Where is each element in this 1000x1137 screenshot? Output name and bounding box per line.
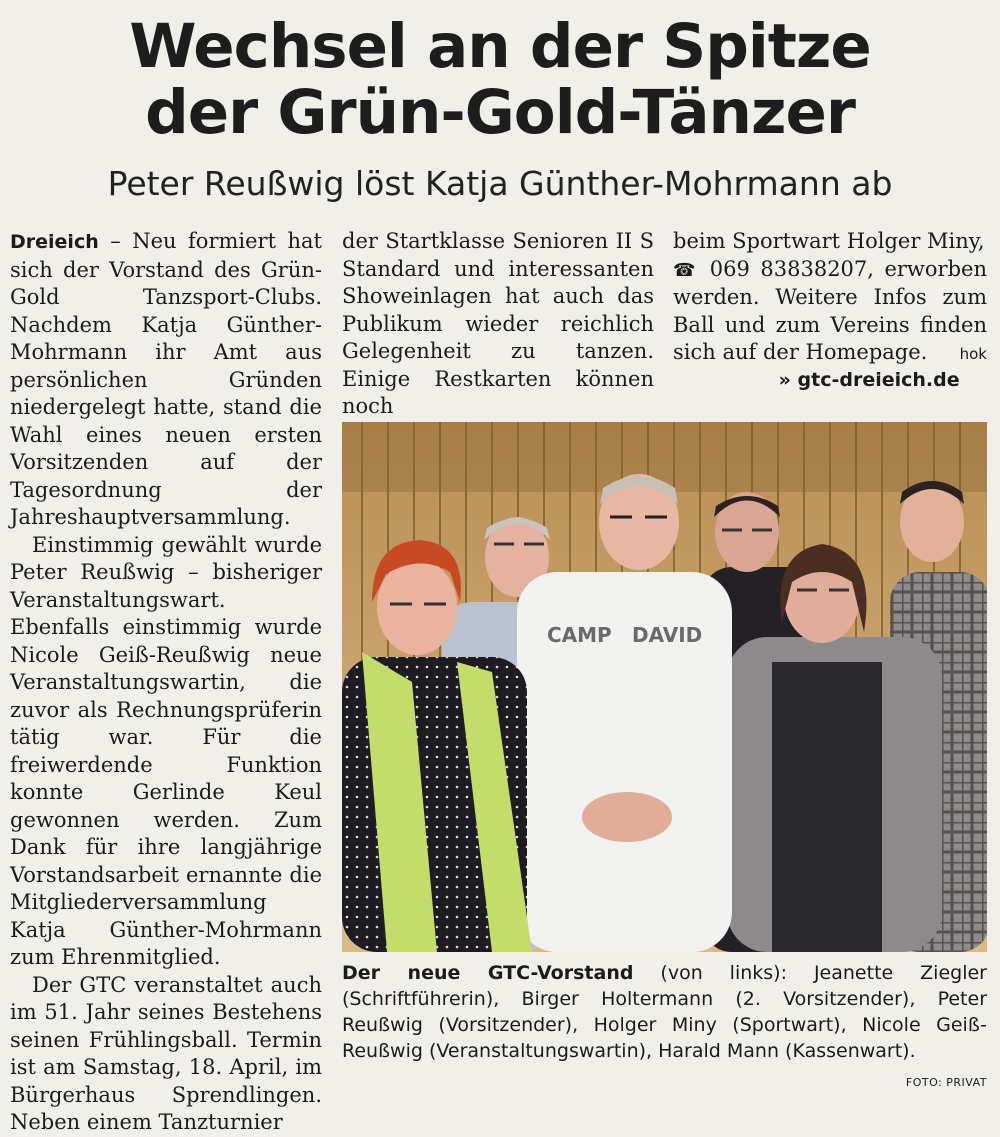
phone-icon: ☎	[673, 259, 700, 281]
paragraph-text: beim Sportwart Holger Miny,	[673, 229, 985, 253]
article-paragraph: der Startklasse Senioren II S Standard und interessanten Showeinlagen hat auch das Publikum wieder reichlich Gelegenheit zu tanzen. Einige Restkarten können noch	[342, 229, 654, 418]
paragraph-text: – Neu formiert hat sich der Vorstand des Grün-Gold Tanzsport-Clubs. Nachdem Katja Günther-Mohrmann ihr Amt aus persönlichen Gründen niedergelegt hatte, stand die Wahl eines neuen ersten Vorsitzenden auf der Tagesordnung der Jahreshauptversammlung.	[10, 229, 322, 529]
svg-text:CAMP: CAMP	[547, 623, 612, 647]
headline-line-2: der Grün-Gold-Tänzer	[145, 77, 855, 148]
photo-credit: FOTO: PRIVAT	[905, 1076, 987, 1089]
headline	[0, 11, 1000, 148]
paragraph-text: 069 83838207, erworben werden. Weitere Infos zum Ball und zum Vereins finden sich auf der Homepage.	[673, 256, 987, 364]
article-paragraph: Einstimmig gewählt wurde Peter Reußwig – bisheriger Veranstaltungswart. Ebenfalls einstimmig wurde Nicole Geiß-Reußwig neue Veranstaltungswartin, die zuvor als Rechnungsprüferin tätig war. Für die freiwerdende Funktion konnte Gerlinde Keul gewonnen werden. Zum Dank für ihre langjährige Vorstandsarbeit ernannte die Mitgliederversammlung Katja Günther-Mohrmann zum Ehrenmitglied.	[10, 532, 322, 969]
caption-lead: Der neue GTC-Vorstand	[342, 962, 634, 984]
headline-line-1: Wechsel an der Spitze	[129, 11, 871, 82]
photo-caption	[342, 960, 987, 1096]
author-initials: hok	[959, 345, 987, 363]
svg-text:DAVID: DAVID	[632, 623, 703, 647]
subheadline: Peter Reußwig löst Katja Günther-Mohrmann ab	[107, 164, 893, 203]
website-link[interactable]: » gtc-dreieich.de	[778, 368, 960, 391]
group-photo-illustration	[342, 422, 987, 952]
article-column-3	[673, 228, 987, 394]
article-paragraph	[10, 228, 322, 532]
dateline: Dreieich	[10, 231, 99, 253]
article-column-2	[342, 228, 654, 421]
article-paragraph: Der GTC veranstaltet auch im 51. Jahr seines Bestehens seinen Frühlingsball. Termin ist am Samstag, 18. April, im Bürgerhaus Sprendlingen. Neben einem Tanzturnier	[10, 972, 322, 1134]
caption-text: (von links): Jeanette Ziegler (Schriftführerin), Birger Holtermann (2. Vorsitzender), Peter Reußwig (Vorsitzender), Holger Miny (Sportwart), Nicole Geiß-Reußwig (Veranstaltungswartin), Harald Mann (Kassenwart).	[342, 962, 987, 1062]
article-column-1	[10, 228, 322, 1137]
group-photo	[342, 422, 987, 952]
article-paragraph	[673, 228, 987, 367]
